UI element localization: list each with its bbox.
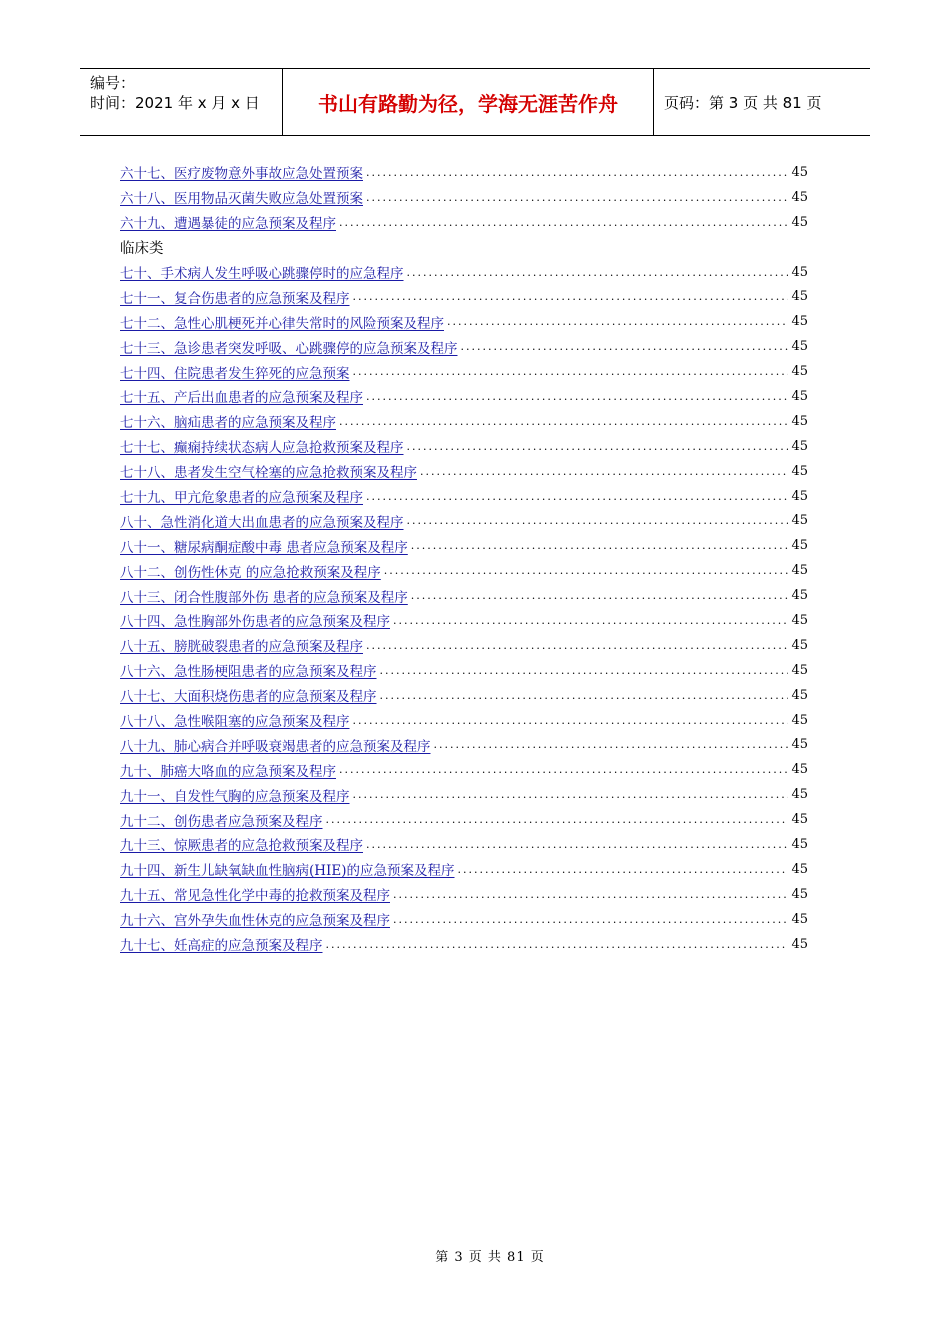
toc-entry-link[interactable]: 六十八、医用物品灭菌失败应急处置预案 bbox=[120, 191, 363, 208]
toc-entry-link[interactable]: 八十七、大面积烧伤患者的应急预案及程序 bbox=[120, 689, 377, 706]
toc-page-number: 45 bbox=[791, 413, 808, 429]
header-motto: 书山有路勤为径，学海无涯苦作舟 bbox=[282, 69, 654, 135]
toc-dot-leader bbox=[339, 216, 788, 229]
toc-dot-leader bbox=[339, 763, 788, 776]
toc-page-number: 45 bbox=[791, 513, 808, 529]
toc-page-number: 45 bbox=[791, 588, 808, 604]
toc-entry[interactable] bbox=[120, 309, 808, 334]
toc-dot-leader bbox=[366, 191, 788, 204]
toc-dot-leader bbox=[407, 440, 789, 453]
toc-dot-leader bbox=[411, 589, 789, 602]
toc-entry-link[interactable]: 八十五、膀胱破裂患者的应急预案及程序 bbox=[120, 639, 363, 656]
toc-entry[interactable] bbox=[120, 484, 808, 509]
toc-page-number: 45 bbox=[791, 488, 808, 504]
toc-page-number: 45 bbox=[791, 911, 808, 927]
toc-entry-link[interactable]: 八十二、创伤性休克 的应急抢救预案及程序 bbox=[120, 564, 381, 581]
toc-dot-leader bbox=[366, 490, 788, 503]
toc-entry[interactable] bbox=[120, 832, 808, 857]
toc-page-number: 45 bbox=[791, 737, 808, 753]
toc-entry-link[interactable]: 八十一、糖尿病酮症酸中毒 患者应急预案及程序 bbox=[120, 539, 408, 556]
toc-entry[interactable] bbox=[120, 708, 808, 733]
document-date-label: 时间：2021 年 x 月 x 日 bbox=[90, 94, 260, 112]
toc-dot-leader bbox=[384, 564, 789, 577]
toc-dot-leader bbox=[326, 938, 789, 951]
toc-dot-leader bbox=[366, 166, 788, 179]
page-footer: 第 3 页 共 81 页 bbox=[435, 1250, 545, 1265]
toc-page-number: 45 bbox=[791, 812, 808, 828]
toc-entry[interactable] bbox=[120, 459, 808, 484]
toc-entry[interactable] bbox=[120, 658, 808, 683]
toc-entry-link[interactable]: 九十三、惊厥患者的应急抢救预案及程序 bbox=[120, 838, 363, 855]
toc-entry-link[interactable]: 七十二、急性心肌梗死并心律失常时的风险预案及程序 bbox=[120, 315, 444, 332]
toc-entry[interactable] bbox=[120, 185, 808, 210]
toc-entry[interactable] bbox=[120, 857, 808, 882]
toc-entry-link[interactable]: 九十七、妊高症的应急预案及程序 bbox=[120, 938, 323, 955]
toc-entry-link[interactable]: 七十八、患者发生空气栓塞的应急抢救预案及程序 bbox=[120, 465, 417, 482]
toc-entry-link[interactable]: 八十四、急性胸部外伤患者的应急预案及程序 bbox=[120, 614, 390, 631]
toc-dot-leader bbox=[380, 689, 789, 702]
toc-entry-link[interactable]: 八十、急性消化道大出血患者的应急预案及程序 bbox=[120, 514, 404, 531]
toc-page-number: 45 bbox=[791, 936, 808, 952]
header-page-indicator: 页码：第 3 页 共 81 页 bbox=[664, 93, 822, 112]
toc-entry-link[interactable]: 七十四、住院患者发生猝死的应急预案 bbox=[120, 365, 350, 382]
table-of-contents bbox=[120, 160, 808, 957]
toc-entry[interactable] bbox=[120, 359, 808, 384]
toc-page-number: 45 bbox=[791, 264, 808, 280]
document-number-label: 编号： bbox=[90, 74, 136, 92]
toc-entry[interactable] bbox=[120, 608, 808, 633]
toc-entry[interactable] bbox=[120, 633, 808, 658]
toc-entry-link[interactable]: 八十六、急性肠梗阻患者的应急预案及程序 bbox=[120, 664, 377, 681]
toc-entry-link[interactable]: 八十八、急性喉阻塞的应急预案及程序 bbox=[120, 714, 350, 731]
toc-page-number: 45 bbox=[791, 637, 808, 653]
toc-dot-leader bbox=[366, 639, 788, 652]
toc-page-number: 45 bbox=[791, 662, 808, 678]
page-header bbox=[80, 68, 870, 136]
toc-entry-link[interactable]: 九十六、宫外孕失血性休克的应急预案及程序 bbox=[120, 913, 390, 930]
toc-page-number: 45 bbox=[791, 438, 808, 454]
toc-dot-leader bbox=[366, 390, 788, 403]
toc-dot-leader bbox=[353, 290, 789, 303]
toc-entry-link[interactable]: 八十九、肺心病合并呼吸衰竭患者的应急预案及程序 bbox=[120, 738, 431, 755]
toc-entry[interactable] bbox=[120, 384, 808, 409]
toc-dot-leader bbox=[353, 788, 789, 801]
toc-page-number: 45 bbox=[791, 712, 808, 728]
toc-entry[interactable] bbox=[120, 932, 808, 957]
toc-entry-link[interactable]: 九十、肺癌大咯血的应急预案及程序 bbox=[120, 763, 336, 780]
toc-entry[interactable] bbox=[120, 683, 808, 708]
toc-page-number: 45 bbox=[791, 463, 808, 479]
toc-entry[interactable] bbox=[120, 882, 808, 907]
toc-dot-leader bbox=[393, 614, 788, 627]
toc-section-heading bbox=[120, 235, 808, 260]
toc-entry[interactable] bbox=[120, 260, 808, 285]
toc-page-number: 45 bbox=[791, 538, 808, 554]
toc-dot-leader bbox=[434, 738, 789, 751]
toc-page-number: 45 bbox=[791, 563, 808, 579]
toc-page-number: 45 bbox=[791, 388, 808, 404]
toc-entry[interactable] bbox=[120, 160, 808, 185]
toc-entry[interactable] bbox=[120, 757, 808, 782]
toc-entry[interactable] bbox=[120, 732, 808, 757]
toc-dot-leader bbox=[407, 514, 789, 527]
toc-entry[interactable] bbox=[120, 807, 808, 832]
toc-page-number: 45 bbox=[791, 612, 808, 628]
toc-entry-link[interactable]: 九十二、创伤患者应急预案及程序 bbox=[120, 813, 323, 830]
toc-page-number: 45 bbox=[791, 314, 808, 330]
toc-page-number: 45 bbox=[791, 787, 808, 803]
toc-dot-leader bbox=[420, 465, 788, 478]
toc-dot-leader bbox=[380, 664, 789, 677]
toc-page-number: 45 bbox=[791, 687, 808, 703]
toc-page-number: 45 bbox=[791, 189, 808, 205]
toc-dot-leader bbox=[393, 888, 788, 901]
toc-entry-link[interactable]: 七十、手术病人发生呼吸心跳骤停时的应急程序 bbox=[120, 266, 404, 282]
toc-entry-link[interactable]: 九十五、常见急性化学中毒的抢救预案及程序 bbox=[120, 888, 390, 905]
toc-page-number: 45 bbox=[791, 214, 808, 230]
toc-entry-link[interactable]: 七十一、复合伤患者的应急预案及程序 bbox=[120, 290, 350, 307]
toc-page-number: 45 bbox=[791, 861, 808, 877]
toc-entry-link[interactable]: 六十七、医疗废物意外事故应急处置预案 bbox=[120, 166, 363, 183]
toc-page-number: 45 bbox=[791, 886, 808, 902]
toc-dot-leader bbox=[458, 863, 789, 876]
toc-entry-link[interactable]: 七十七、癫痫持续状态病人应急抢救预案及程序 bbox=[120, 440, 404, 457]
toc-entry[interactable] bbox=[120, 434, 808, 459]
toc-entry-link[interactable]: 七十五、产后出血患者的应急预案及程序 bbox=[120, 390, 363, 407]
header-meta bbox=[80, 69, 282, 135]
toc-section-title: 临床类 bbox=[120, 240, 164, 257]
toc-entry-link[interactable]: 八十三、闭合性腹部外伤 患者的应急预案及程序 bbox=[120, 589, 408, 606]
toc-dot-leader bbox=[407, 266, 789, 279]
toc-entry-link[interactable]: 七十三、急诊患者突发呼吸、心跳骤停的应急预案及程序 bbox=[120, 340, 458, 357]
toc-dot-leader bbox=[461, 340, 789, 353]
toc-page-number: 45 bbox=[791, 339, 808, 355]
toc-entry[interactable] bbox=[120, 508, 808, 533]
toc-dot-leader bbox=[353, 365, 789, 378]
toc-dot-leader bbox=[411, 539, 789, 552]
toc-entry-link[interactable]: 七十六、脑疝患者的应急预案及程序 bbox=[120, 415, 336, 432]
toc-dot-leader bbox=[326, 813, 789, 826]
toc-entry-link[interactable]: 七十九、甲亢危象患者的应急预案及程序 bbox=[120, 490, 363, 507]
toc-entry-link[interactable]: 六十九、遭遇暴徒的应急预案及程序 bbox=[120, 216, 336, 233]
toc-page-number: 45 bbox=[791, 836, 808, 852]
toc-dot-leader bbox=[447, 315, 788, 328]
toc-entry[interactable] bbox=[120, 210, 808, 235]
toc-dot-leader bbox=[393, 913, 788, 926]
toc-dot-leader bbox=[339, 415, 788, 428]
toc-entry[interactable] bbox=[120, 907, 808, 932]
toc-entry[interactable] bbox=[120, 583, 808, 608]
toc-page-number: 45 bbox=[791, 762, 808, 778]
toc-entry[interactable] bbox=[120, 533, 808, 558]
toc-entry[interactable] bbox=[120, 334, 808, 359]
toc-dot-leader bbox=[353, 714, 789, 727]
toc-page-number: 45 bbox=[791, 289, 808, 305]
toc-entry[interactable] bbox=[120, 284, 808, 309]
toc-page-number: 45 bbox=[791, 364, 808, 380]
toc-entry[interactable] bbox=[120, 782, 808, 807]
toc-dot-leader bbox=[366, 838, 788, 851]
toc-page-number: 45 bbox=[791, 164, 808, 180]
toc-entry-link[interactable]: 九十一、自发性气胸的应急预案及程序 bbox=[120, 788, 350, 805]
toc-entry[interactable] bbox=[120, 558, 808, 583]
toc-entry[interactable] bbox=[120, 409, 808, 434]
toc-entry-link[interactable]: 九十四、新生儿缺氧缺血性脑病(HIE)的应急预案及程序 bbox=[120, 863, 455, 880]
